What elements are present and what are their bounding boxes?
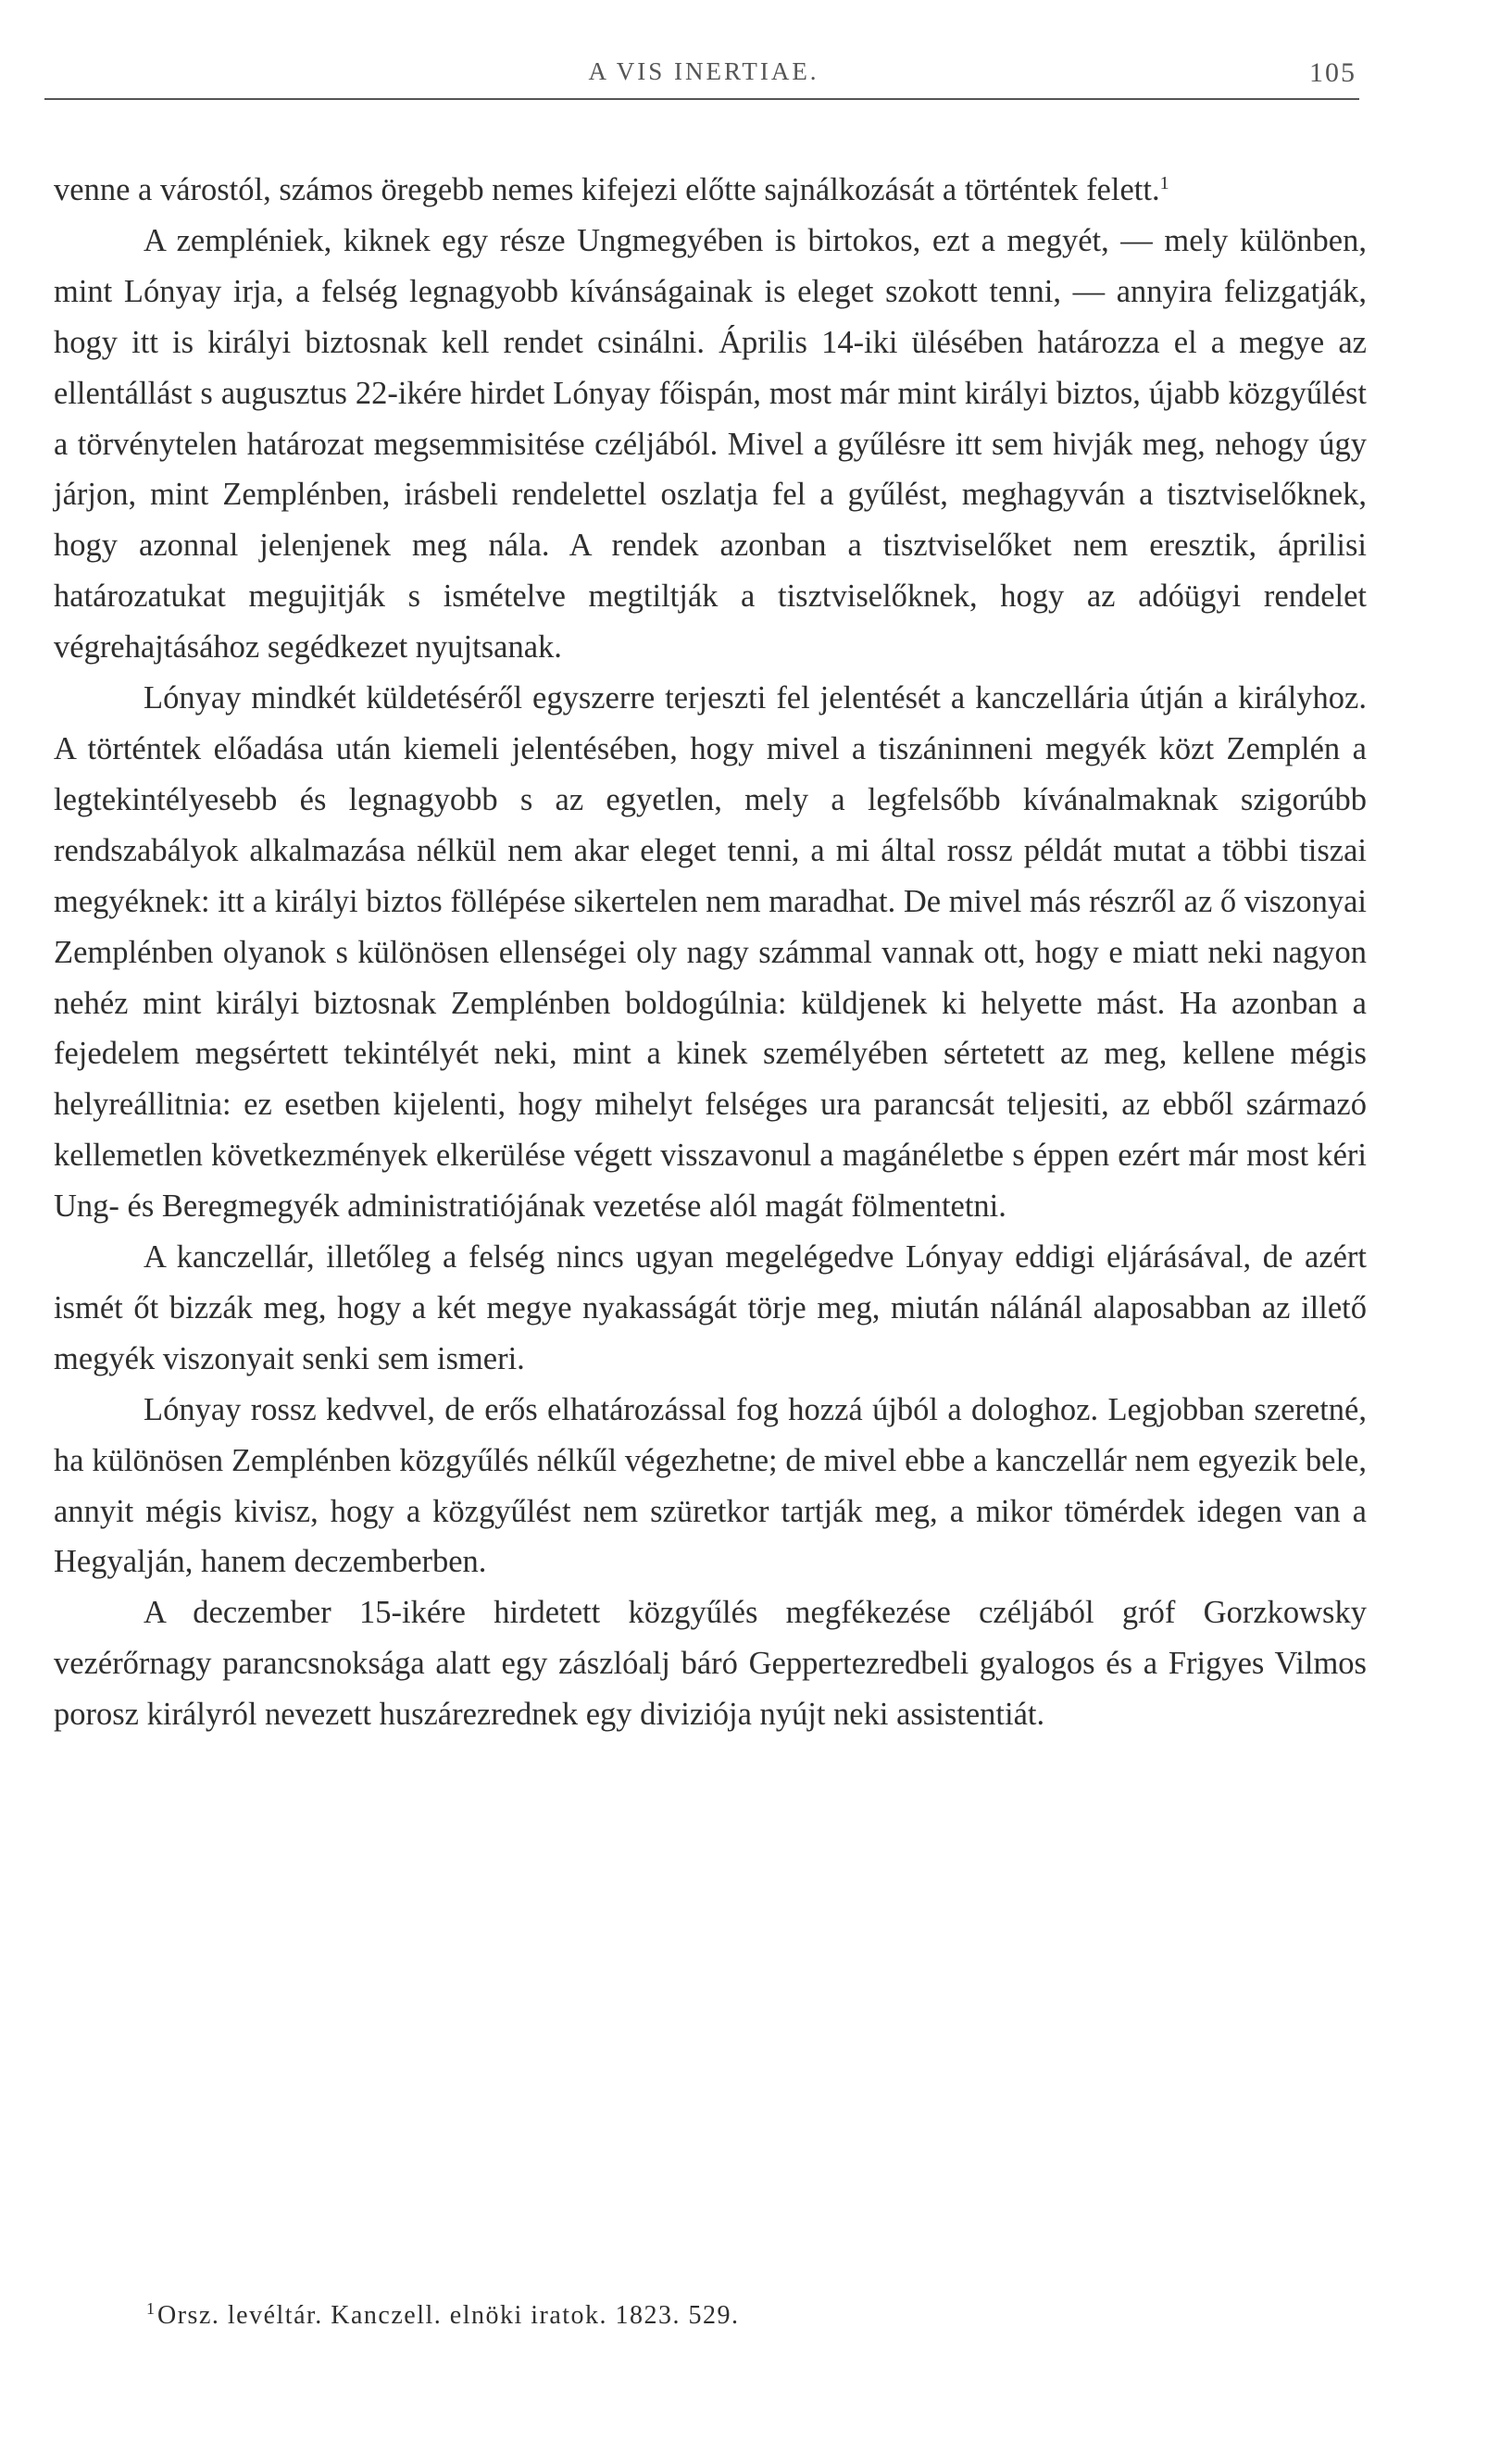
footnote (146, 2299, 1352, 2333)
page-number: 105 (1309, 57, 1356, 88)
paragraph-3 (54, 673, 1367, 1232)
running-head (51, 57, 1356, 94)
body-text (54, 165, 1367, 1740)
footnote-text: Orsz. levéltár. Kanczell. elnöki iratok. 1823. 529. (157, 2301, 740, 2330)
paragraph-text: A kanczellár, illetőleg a felség nincs ugyan megelégedve Lónyay eddigi eljárásával, de azért ismét őt bizzák meg, hogy a két megye nyakasságát törje meg, miután nálánál alaposabban az illető megyék viszonyait senki sem ismeri. (54, 1239, 1367, 1376)
paragraph-text: A deczember 15-ikére hirdetett közgyűlés megfékezése czéljából gróf Gorzkowsky vezérőrnagy parancsnoksága alatt egy zászlóalj báró Geppertezredbeli gyalogos és a Frigyes Vilmos porosz királyról nevezett huszárezrednek egy diviziója nyújt neki assistentiát. (54, 1595, 1367, 1733)
paragraph-text: venne a várostól, számos öregebb nemes kifejezi előtte sajnálkozását a történtek felett. (54, 172, 1160, 207)
paragraph-5 (54, 1385, 1367, 1588)
paragraph-text: A zempléniek, kiknek egy része Ungmegyében is birtokos, ezt a megyét, — mely különben, mint Lónyay irja, a felség legnagyobb kívánságainak is eleget szokott tenni, — annyira felizgatják, hogy itt is királyi biztosnak kell rendet csinálni. Április 14-iki ülésében határozza el a megye az ellentállást s augusztus 22-ikére hirdet Lónyay főispán, most már mint királyi biztos, újabb közgyűlést a törvénytelen határozat megsemmisitése czéljából. Mivel a gyűlésre itt sem hivják meg, nehogy úgy járjon, mint Zemplénben, irásbeli rendelettel oszlatja fel a gyűlést, meghagyván a tisztviselőknek, hogy azonnal jelenjenek meg nála. A rendek azonban a tisztviselőket nem eresztik, áprilisi határozatukat megujitják s ismételve megtiltják a tisztviselőknek, hogy az adóügyi rendelet végrehajtásához segédkezet nyujtsanak. (54, 222, 1367, 666)
paragraph-6 (54, 1587, 1367, 1740)
paragraph-4 (54, 1232, 1367, 1385)
paragraph-2 (54, 216, 1367, 673)
footnote-mark: 1 (146, 2299, 156, 2318)
header-rule (44, 98, 1359, 100)
paragraph-text: Lónyay mindkét küldetéséről egyszerre terjeszti fel jelentését a kanczellária útján a királyhoz. A történtek előadása után kiemeli jelentésében, hogy mivel a tiszáninneni megyék közt Zemplén a legtekintélyesebb és legnagyobb s az egyetlen, mely a legfelsőbb kívánalmaknak szigorúbb rendszabályok alkalmazása nélkül nem akar eleget tenni, a mi által rossz példát mutat a többi tiszai megyéknek: itt a királyi biztos föllépése sikertelen nem maradhat. De mivel más részről az ő viszonyai Zemplénben olyanok s különösen ellenségei oly nagy számmal vannak ott, hogy e miatt neki nagyon nehéz mint királyi biztosnak Zemplénben boldogúlnia: küldjenek ki helyette mást. Ha azonban a fejedelem megsértett tekintélyét neki, mint a kinek személyében sértetett az meg, kellene mégis helyreállitnia: ez esetben kijelenti, hogy mihelyt felséges ura parancsát teljesiti, az ebből származó kellemetlen következmények elkerülése végett visszavonul a magánéletbe s éppen ezért már most kéri Ung- és Beregmegyék administratiójának vezetése alól magát fölmentetni. (54, 680, 1367, 1225)
footnote-reference: 1 (1159, 173, 1169, 193)
paragraph-1 (54, 165, 1367, 216)
paragraph-text: Lónyay rossz kedvvel, de erős elhatározással fog hozzá újból a dologhoz. Legjobban szeretné, ha különösen Zemplénben közgyűlés nélkűl végezhetne; de mivel ebbe a kanczellár nem egyezik bele, annyit mégis kivisz, hogy a közgyűlést nem szüretkor tartják meg, a mikor tömérdek idegen van a Hegyalján, hanem deczemberben. (54, 1391, 1367, 1580)
running-title: A VIS INERTIAE. (588, 57, 819, 85)
